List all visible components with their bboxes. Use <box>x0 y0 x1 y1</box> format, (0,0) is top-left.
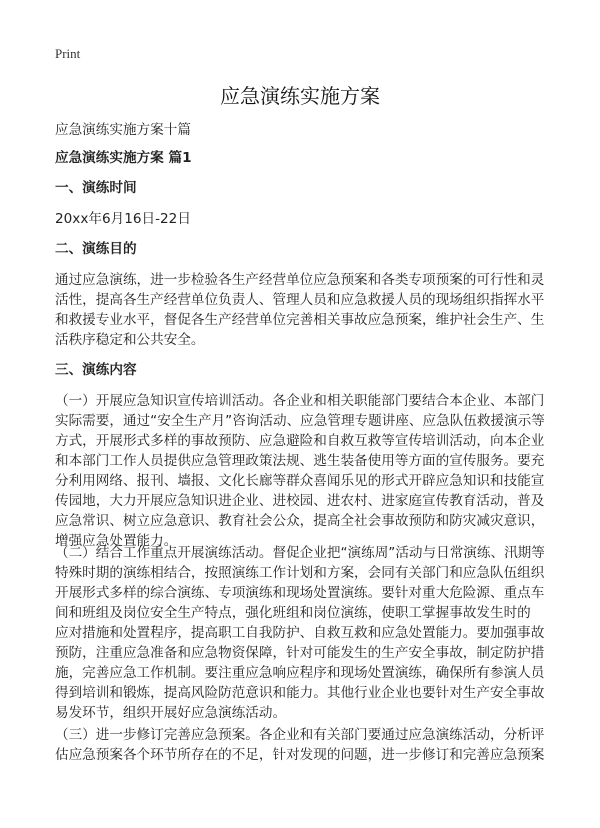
paragraph-line: 估应急预案各个环节所存在的不足，针对发现的问题，进一步修订和完善应急预案 <box>55 747 545 763</box>
paragraph-line: 方式，开展形式多样的事故预防、应急避险和自救互救等宣传培训活动，向本企业 <box>55 433 545 449</box>
heading-content: 三、演练内容 <box>55 362 137 378</box>
paragraph-line: 传园地，大力开展应急知识进企业、进校园、进农村、进家庭宣传教育活动，普及 <box>55 493 545 509</box>
drill-date: 20xx年6月16日-22日 <box>55 211 191 227</box>
paragraph-line: 实际需要，通过“安全生产月”咨询活动、应急管理专题讲座、应急队伍救援演示等 <box>55 413 545 429</box>
paragraph-content-1 <box>55 391 570 551</box>
document-title: 应急演练实施方案 <box>220 84 380 108</box>
print-label: Print <box>55 46 81 61</box>
paragraph-line: 施，完善应急工作机制。要注重应急响应程序和现场处置演练，确保所有参演人员 <box>55 665 545 681</box>
paragraph-line: 活秩序稳定和公共安全。 <box>55 332 205 348</box>
section-title: 应急演练实施方案 篇1 <box>55 150 192 166</box>
paragraph-line: 间和班组及岗位安全生产特点，强化班组和岗位演练，使职工掌握事故发生时的 <box>55 605 531 621</box>
paragraph-line: （三）进一步修订完善应急预案。各企业和有关部门要通过应急演练活动，分析评 <box>55 727 545 743</box>
paragraph-content-3 <box>55 725 570 765</box>
paragraph-line: 得到培训和锻炼，提高风险防范意识和能力。其他行业企业也要针对生产安全事故 <box>55 685 545 701</box>
paragraph-line: 应对措施和处置程序，提高职工自我防护、自救互救和应急处置能力。要加强事故 <box>55 625 545 641</box>
paragraph-line: 和本部门工作人员提供应急管理政策法规、逃生装备使用等方面的宣传服务。要充 <box>55 453 545 469</box>
paragraph-line: 增强应急处置能力。 <box>55 533 178 549</box>
paragraph-line: （一）开展应急知识宣传培训活动。各企业和相关职能部门要结合本企业、本部门 <box>55 393 545 409</box>
paragraph-line: 特殊时期的演练相结合，按照演练工作计划和方案，会同有关部门和应急队伍组织 <box>55 565 545 581</box>
heading-purpose: 二、演练目的 <box>55 241 137 257</box>
paragraph-line: 活性，提高各生产经营单位负责人、管理人员和应急救援人员的现场组织指挥水平 <box>55 292 545 308</box>
document-subtitle: 应急演练实施方案十篇 <box>55 122 191 138</box>
paragraph-line: 开展形式多样的综合演练、专项演练和现场处置演练。要针对重大危险源、重点车 <box>55 585 545 601</box>
paragraph-line: （二）结合工作重点开展演练活动。督促企业把“演练周”活动与日常演练、汛期等 <box>55 545 545 561</box>
paragraph-line: 和救援专业水平，督促各生产经营单位完善相关事故应急预案，维护社会生产、生 <box>55 312 545 328</box>
paragraph-line: 应急常识、树立应急意识、教育社会公众，提高全社会事故预防和防灾减灾意识， <box>55 513 545 529</box>
paragraph-line: 易发环节，组织开展好应急演练活动。 <box>55 705 287 721</box>
paragraph-line: 预防，注重应急准备和应急物资保障，针对可能发生的生产安全事故，制定防护措 <box>55 645 545 661</box>
paragraph-line: 通过应急演练，进一步检验各生产经营单位应急预案和各类专项预案的可行性和灵 <box>55 272 545 288</box>
paragraph-line: 分利用网络、报刊、墙报、文化长廊等群众喜闻乐见的形式开辟应急知识和技能宣 <box>55 473 545 489</box>
paragraph-content-2 <box>55 543 570 723</box>
paragraph-purpose <box>55 270 570 350</box>
heading-time: 一、演练时间 <box>55 180 137 196</box>
